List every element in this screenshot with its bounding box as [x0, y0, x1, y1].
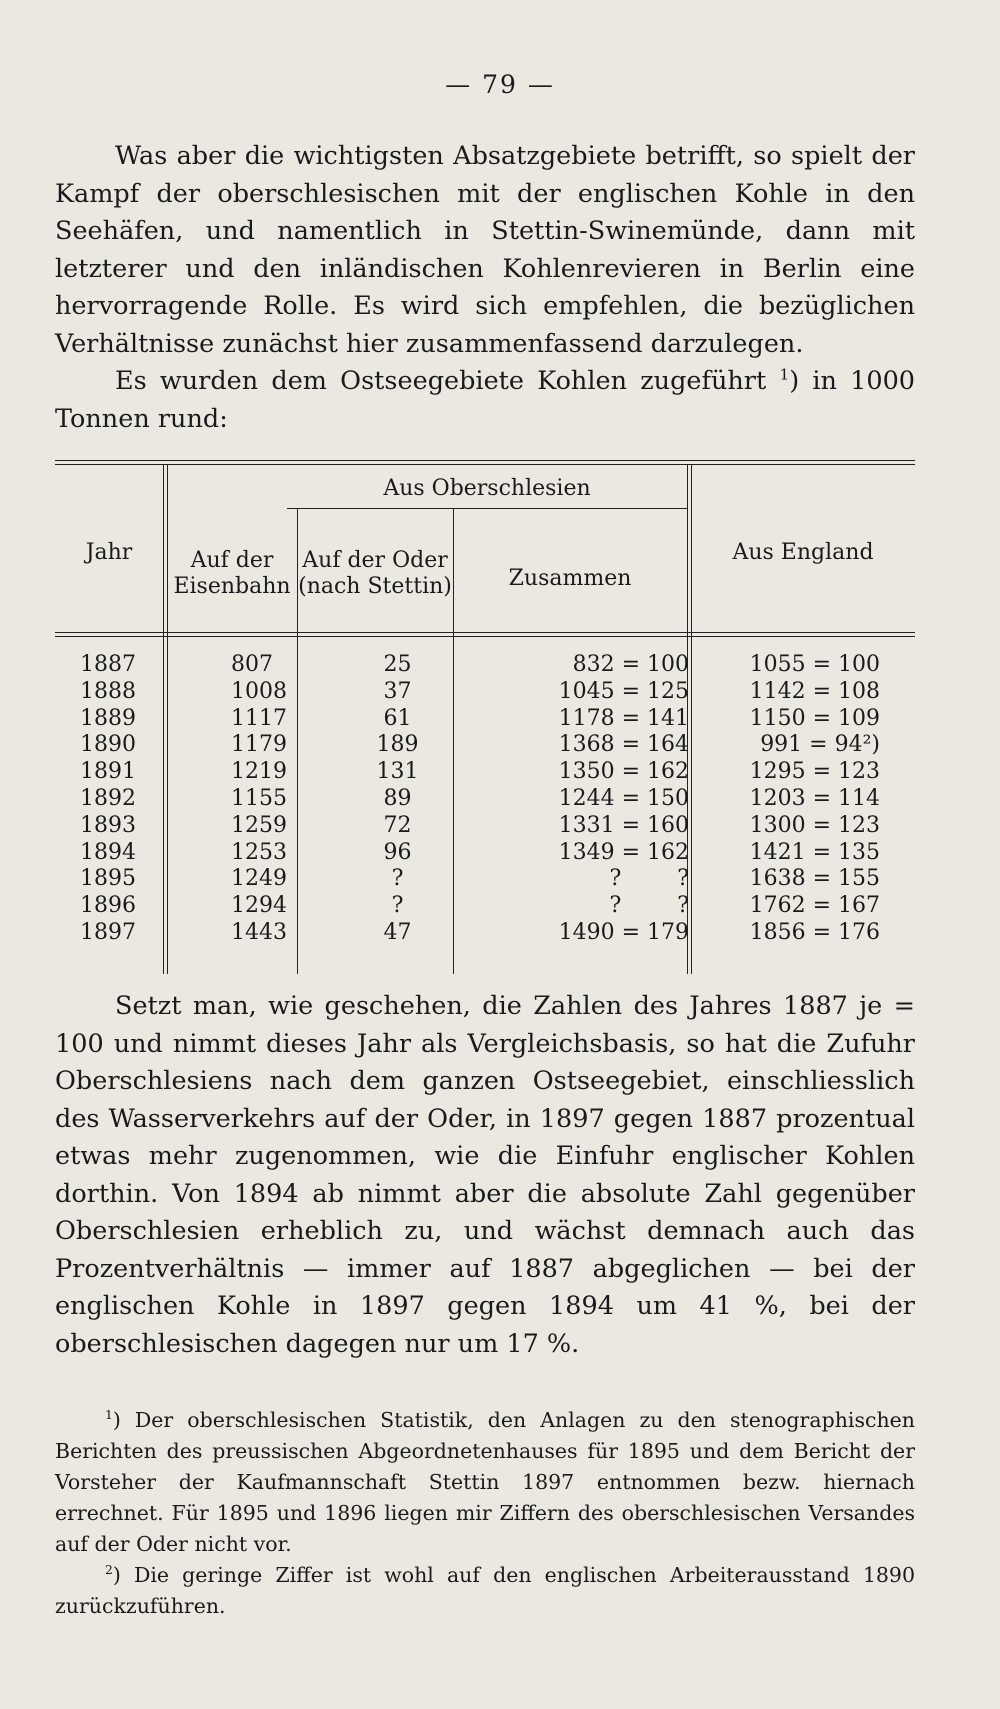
paragraph-3: Setzt man, wie geschehen, die Zahlen des Jahres 1887 je = 100 und nimmt dieses Jahr als Vergleichsbasis, so hat die Zufuhr Oberschlesiens nach dem ganzen Ostseegebiet, einschliesslich des Wasserverkehrs auf der Oder, in 1897 gegen 1887 prozentual etwas mehr zugenommen, wie die Einfuhr englischer Kohlen dorthin. Von 1894 ab nimmt aber die absolute Zahl gegenüber Oberschlesien erheblich zu, und wächst demnach auch das Prozentverhältnis — immer auf 1887 abgeglichen — bei der englischen Kohle in 1897 gegen 1894 um 41 %, bei der oberschlesischen dagegen nur um 17 %. [55, 991, 915, 1359]
cell-jahr: 1888 [80, 678, 136, 704]
cell-england: 1638 = 155 [749, 866, 880, 892]
table-row [55, 679, 915, 705]
cell-zusammen: 1331 = 160 [558, 812, 689, 838]
cell-zusammen: 1178 = 141 [558, 705, 689, 731]
cell-eisenbahn: 1117 [231, 705, 287, 731]
intro-paragraph [55, 138, 915, 438]
cell-oder: 25 [383, 652, 412, 677]
footnote-ref-1: 1 [779, 365, 790, 384]
cell-england: 1150 = 109 [749, 705, 880, 731]
cell-england: 1142 = 108 [749, 678, 880, 704]
footnote-1 [55, 1405, 915, 1560]
analysis-paragraph [55, 988, 915, 1363]
paragraph-2 [55, 363, 915, 438]
footnote-1-text: ) Der oberschlesischen Statistik, den Anlagen zu den stenographischen Berichten des preussischen Abgeordnetenhauses für 1895 und dem Bericht der Vorsteher der Kaufmannschaft Stettin 1897 entnommen bezw. hiernach errechnet. Für 1895 und 1896 liegen mir Ziffern des oberschlesischen Versandes auf der Oder nicht vor. [55, 1408, 915, 1556]
paragraph-1: Was aber die wichtigsten Absatzgebiete betrifft, so spielt der Kampf der oberschlesischen mit der englischen Kohle in den Seehäfen, und namentlich in Stettin-Swinemünde, dann mit letzterer und den inländischen Kohlenrevieren in Berlin eine hervorragende Rolle. Es wird sich empfehlen, die bezüglichen Verhältnisse zunächst hier zusammenfassend darzulegen. [55, 141, 915, 359]
page-number: — 79 — [445, 70, 555, 99]
cell-oder: ? [391, 866, 404, 892]
table-top-rule [55, 460, 915, 461]
cell-jahr: 1891 [80, 759, 136, 785]
footnote-1-mark: 1 [105, 1408, 113, 1423]
cell-eisenbahn: 1443 [231, 920, 287, 945]
cell-england: 1055 = 100 [749, 652, 880, 677]
table-row [55, 759, 915, 785]
cell-jahr: 1893 [80, 812, 136, 838]
cell-england: 1300 = 123 [749, 812, 880, 838]
table-header-rule [55, 632, 915, 633]
cell-eisenbahn: 807 [231, 652, 273, 677]
footnote-2-mark: 2 [105, 1563, 113, 1578]
header-zusammen: Zusammen [508, 566, 632, 591]
cell-england: 1421 = 135 [749, 839, 880, 865]
cell-oder: 47 [383, 920, 412, 945]
header-jahr: Jahr [85, 540, 133, 565]
footnote-2 [55, 1560, 915, 1622]
header-oder-1: Auf der Oder [302, 548, 448, 573]
cell-oder: 189 [376, 732, 419, 758]
cell-oder: 61 [383, 705, 412, 731]
cell-england: 1295 = 123 [749, 759, 880, 785]
coal-supply-table [55, 460, 915, 975]
cell-jahr: 1896 [80, 893, 136, 919]
cell-eisenbahn: 1249 [231, 866, 287, 892]
cell-zusammen: 1350 = 162 [558, 759, 689, 785]
header-oder-2: (nach Stettin) [298, 574, 452, 599]
cell-england: 1762 = 167 [749, 893, 880, 919]
cell-oder: 96 [383, 839, 412, 865]
table-row [55, 786, 915, 812]
cell-england: 1856 = 176 [749, 920, 880, 945]
table-row [55, 652, 915, 678]
cell-zusammen: 1368 = 164 [558, 732, 689, 758]
cell-oder: ? [391, 893, 404, 919]
cell-jahr: 1897 [80, 920, 136, 945]
cell-eisenbahn: 1259 [231, 812, 287, 838]
cell-eisenbahn: 1294 [231, 893, 287, 919]
cell-zusammen: ? ? [609, 893, 689, 919]
cell-zusammen: 832 = 100 [572, 652, 689, 677]
cell-zusammen: ? ? [609, 866, 689, 892]
cell-zusammen: 1045 = 125 [558, 678, 689, 704]
cell-england: 991 = 94²) [760, 732, 880, 758]
cell-eisenbahn: 1008 [231, 678, 287, 704]
table-row [55, 866, 915, 892]
cell-jahr: 1895 [80, 866, 136, 892]
cell-england: 1203 = 114 [749, 786, 880, 811]
cell-oder: 37 [383, 678, 412, 704]
header-aus-oberschlesien: Aus Oberschlesien [383, 476, 591, 501]
cell-zusammen: 1244 = 150 [558, 786, 689, 811]
table-row [55, 732, 915, 758]
cell-eisenbahn: 1219 [231, 759, 287, 785]
cell-jahr: 1889 [80, 705, 136, 731]
table-header-rule-2 [55, 636, 915, 637]
cell-jahr: 1894 [80, 839, 136, 865]
paragraph-2-text: Es wurden dem Ostseegebiete Kohlen zugeführt [115, 366, 767, 396]
cell-jahr: 1887 [80, 652, 136, 677]
cell-oder: 131 [376, 759, 419, 785]
table-row [55, 920, 915, 946]
cell-zusammen: 1490 = 179 [558, 920, 689, 945]
table-top-rule-2 [55, 464, 915, 465]
cell-eisenbahn: 1155 [231, 786, 287, 811]
footnote-2-text: ) Die geringe Ziffer ist wohl auf den englischen Arbeiterausstand 1890 zurückzuführen. [55, 1563, 915, 1618]
cell-oder: 89 [383, 786, 412, 811]
cell-eisenbahn: 1179 [231, 732, 287, 758]
table-row [55, 840, 915, 866]
cell-jahr: 1892 [80, 786, 136, 811]
header-eisenbahn-2: Eisenbahn [173, 574, 291, 599]
cell-zusammen: 1349 = 162 [558, 839, 689, 865]
paragraph-2-rest: ) in 1000 Tonnen rund: [55, 366, 916, 434]
cell-eisenbahn: 1253 [231, 839, 287, 865]
footnotes [55, 1405, 915, 1622]
header-eisenbahn-1: Auf der [190, 548, 274, 573]
cell-oder: 72 [383, 812, 412, 838]
subheader-rule [287, 508, 687, 509]
table-row [55, 813, 915, 839]
cell-jahr: 1890 [80, 732, 136, 758]
header-aus-england: Aus England [732, 540, 874, 565]
table-row [55, 893, 915, 919]
table-row [55, 706, 915, 732]
